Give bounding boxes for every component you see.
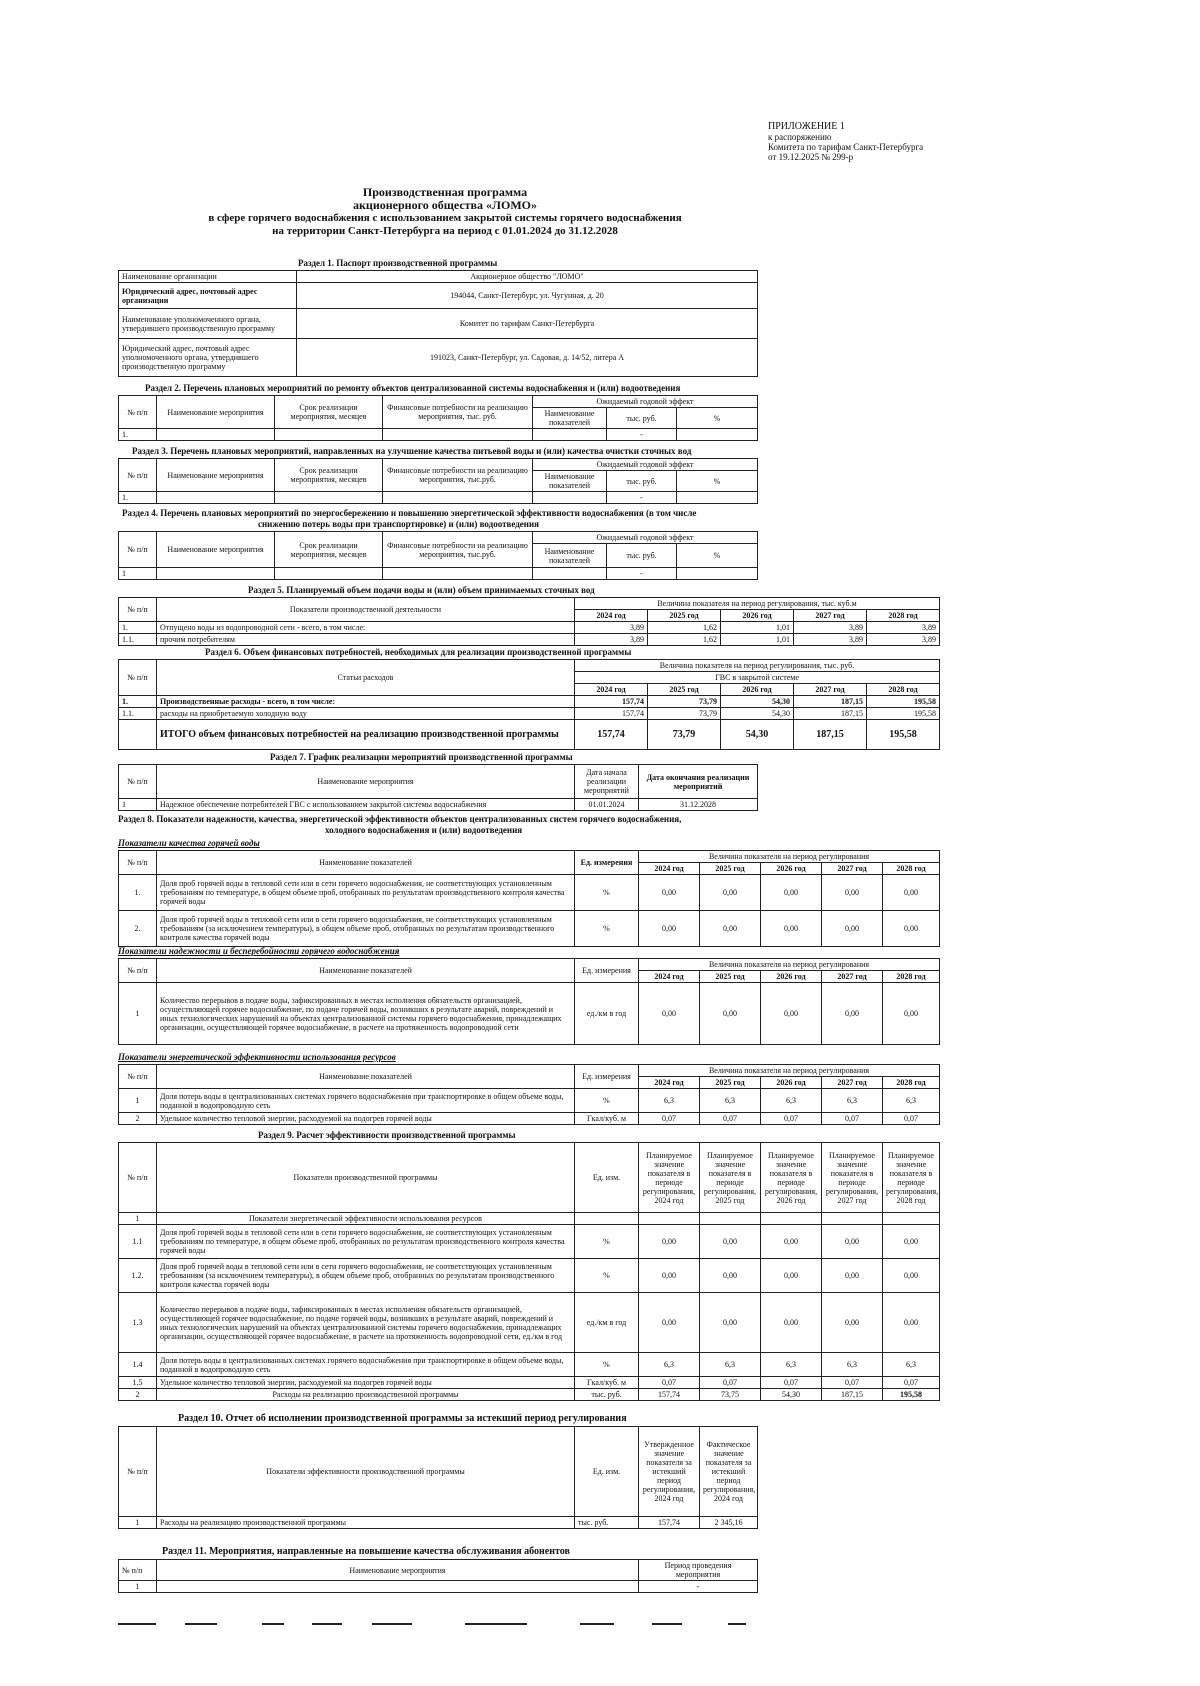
- cell-value: -: [607, 568, 677, 580]
- row-label: Доля проб горячей воды в тепловой сети или в сети горячего водоснабжения, не соответствующих установленным требованиям (за исключением температуры), в общем объеме проб, отобранных по результатам производственного контроля качества горячей воды: [157, 911, 575, 947]
- cell-value: 0,00: [700, 911, 761, 947]
- cell-value: 0,00: [822, 1225, 883, 1259]
- col-header: Наименование показателей: [157, 1065, 575, 1089]
- col-header: Фактическое значение показателя за истекший период регулирования, 2024 год: [700, 1427, 758, 1517]
- row-label: Производственные расходы - всего, в том числе:: [157, 696, 575, 708]
- col-header: № п/п: [119, 765, 157, 799]
- cell-value: 187,15: [822, 1389, 883, 1401]
- cell-value: 0,00: [700, 983, 761, 1045]
- cell-value: 0,07: [761, 1377, 822, 1389]
- cell-value: 0,00: [822, 875, 883, 911]
- col-header: Финансовые потребности на реализацию мероприятия, тыс.руб.: [383, 532, 533, 568]
- section-9-title: Раздел 9. Расчет эффективности производственной программы: [258, 1130, 516, 1140]
- total-value: 54,30: [721, 720, 794, 750]
- cell-value: 3,89: [867, 622, 940, 634]
- year-header: 2027 год: [794, 684, 867, 696]
- row-number: 1.: [119, 875, 157, 911]
- col-header: %: [677, 408, 758, 429]
- row-number: 1.2.: [119, 1259, 157, 1293]
- cell-value: -: [639, 1581, 758, 1593]
- col-header: Наименование показателей: [157, 959, 575, 983]
- year-header: 2025 год: [700, 1077, 761, 1089]
- row-number: 1.1.: [119, 634, 157, 646]
- col-header: Ожидаемый годовой эффект: [533, 459, 758, 471]
- col-header: № п/п: [119, 660, 157, 696]
- year-header: 2025 год: [700, 863, 761, 875]
- cell-value: 187,15: [794, 708, 867, 720]
- total-value: 195,58: [867, 720, 940, 750]
- cell-value: 54,30: [761, 1389, 822, 1401]
- row-number: 1.1.: [119, 708, 157, 720]
- cell-unit: %: [575, 1353, 639, 1377]
- cell-value: 0,07: [822, 1113, 883, 1125]
- row-label: Отпущено воды из водопроводной сети - всего, в том числе:: [157, 622, 575, 634]
- row-label: Расходы на реализацию производственной программы: [157, 1517, 575, 1529]
- row-number: 1.5: [119, 1377, 157, 1389]
- passport-value: 194044, Санкт-Петербург, ул. Чугунная, д. 20: [297, 283, 758, 309]
- cell-value: 0,00: [700, 875, 761, 911]
- col-header: Ед. изм.: [575, 1143, 639, 1213]
- section-6-title: Раздел 6. Объем финансовых потребностей, необходимых для реализации производственной программы: [205, 647, 632, 657]
- row-number: 1.3: [119, 1293, 157, 1353]
- row-label: Расходы на реализацию производственной программы: [157, 1389, 575, 1401]
- footer-dash: [465, 1623, 527, 1625]
- section-11-title: Раздел 11. Мероприятия, направленные на повышение качества обслуживания абонентов: [162, 1546, 570, 1557]
- cell-value: 157,74: [639, 1389, 700, 1401]
- row-number: 2: [119, 1113, 157, 1125]
- section-8-title: Раздел 8. Показатели надежности, качества, энергетической эффективности объектов централизованных систем горячего водоснабжения,: [118, 814, 682, 824]
- row-number: 1: [119, 1581, 157, 1593]
- col-header: Финансовые потребности на реализацию мероприятия, тыс.руб.: [383, 459, 533, 492]
- cell-value: 0,00: [761, 1293, 822, 1353]
- col-header: № п/п: [119, 1065, 157, 1089]
- cell-unit: тыс. руб.: [575, 1389, 639, 1401]
- col-header: Утвержденное значение показателя за истекший период регулирования, 2024 год: [639, 1427, 700, 1517]
- cell-value: 157,74: [639, 1517, 700, 1529]
- col-header: тыс. руб.: [607, 471, 677, 492]
- col-header: Наименование показателей: [533, 471, 607, 492]
- col-header: Ед. измерения: [575, 1065, 639, 1089]
- cell-value: 6,3: [700, 1089, 761, 1113]
- cell-value: 0,07: [639, 1377, 700, 1389]
- section-5-title: Раздел 5. Планируемый объем подачи воды и (или) объем принимаемых сточных вод: [248, 585, 595, 595]
- energy-indicators-table: [118, 1064, 940, 1125]
- passport-label: Наименование организации: [119, 271, 297, 283]
- col-header: Показатели производственной программы: [157, 1143, 575, 1213]
- col-header: Ед. измерения: [575, 959, 639, 983]
- total-label: ИТОГО объем финансовых потребностей на реализацию производственной программы: [157, 720, 575, 750]
- cell-unit: %: [575, 911, 639, 947]
- col-header: Планируемое значение показателя в периоде регулирования, 2028 год: [883, 1143, 940, 1213]
- cell-value: 157,74: [575, 708, 648, 720]
- cell-value: 187,15: [794, 696, 867, 708]
- cell-unit: %: [575, 1225, 639, 1259]
- appendix-line: к распоряжению: [768, 132, 832, 142]
- cell-value: 6,3: [883, 1353, 940, 1377]
- cell-value: 0,00: [883, 1293, 940, 1353]
- year-header: 2028 год: [883, 863, 940, 875]
- section-8-title-cont: холодного водоснабжения и (или) водоотведения: [325, 825, 523, 835]
- col-header: Наименование показателей: [157, 851, 575, 875]
- cell-value: 73,75: [700, 1389, 761, 1401]
- passport-label: Юридический адрес, почтовый адрес организации: [119, 283, 297, 309]
- cell-value: 01.01.2024: [575, 799, 639, 811]
- col-header: Срок реализации мероприятия, месяцев: [275, 396, 383, 429]
- appendix-line: от 19.12.2025 № 299-р: [768, 152, 854, 162]
- row-number: 1: [119, 1089, 157, 1113]
- year-header: 2027 год: [822, 971, 883, 983]
- year-header: 2026 год: [721, 684, 794, 696]
- row-label: Удельное количество тепловой энергии, расходуемой на подогрев горячей воды: [157, 1377, 575, 1389]
- quality-plan-table: [118, 458, 758, 504]
- col-header: Наименование мероприятия: [157, 459, 275, 492]
- cell-value: 195,58: [867, 708, 940, 720]
- section-3-title: Раздел 3. Перечень плановых мероприятий, направленных на улучшение качества питьевой воды и (или) качества очистки сточных вод: [132, 446, 692, 456]
- cell-value: 0,07: [700, 1377, 761, 1389]
- year-header: 2024 год: [575, 610, 648, 622]
- cell-value: 0,00: [700, 1225, 761, 1259]
- section-10-title: Раздел 10. Отчет об исполнении производственной программы за истекший период регулирования: [178, 1413, 627, 1424]
- cell-value: 0,00: [639, 1225, 700, 1259]
- cell-value: 0,00: [761, 875, 822, 911]
- cell-unit: Гкал/куб. м: [575, 1377, 639, 1389]
- row-number: 1: [119, 799, 157, 811]
- total-value: 157,74: [575, 720, 648, 750]
- report-table: [118, 1426, 758, 1529]
- section-4-title-cont: снижению потерь воды при транспортировке) и (или) водоотведения: [258, 519, 540, 529]
- cell-value: 0,00: [822, 1293, 883, 1353]
- row-label: расходы на приобретаемую холодную воду: [157, 708, 575, 720]
- title-line: Производственная программа: [362, 185, 528, 199]
- passport-label: Наименование уполномоченного органа, утвердившего производственную программу: [119, 309, 297, 339]
- appendix-header: [768, 122, 923, 162]
- cell-value: 2 345,16: [700, 1517, 758, 1529]
- row-label: Доля проб горячей воды в тепловой сети или в сети горячего водоснабжения, не соответствующих установленным требованиям по температуре, в общем объеме проб, отобранных по результатам производственного контроля качества горячей воды: [157, 875, 575, 911]
- financial-needs-table: [118, 659, 940, 750]
- footer-dash: [372, 1623, 412, 1625]
- col-header: %: [677, 544, 758, 568]
- col-header: № п/п: [119, 459, 157, 492]
- cell-value: 0,07: [761, 1113, 822, 1125]
- cell-unit: тыс. руб.: [575, 1517, 639, 1529]
- water-volume-table: [118, 597, 940, 646]
- group-label: Показатели энергетической эффективности использования ресурсов: [157, 1213, 575, 1225]
- cell-value: 3,89: [794, 634, 867, 646]
- cell-value: 1,01: [721, 634, 794, 646]
- cell-value: 157,74: [575, 696, 648, 708]
- year-header: 2026 год: [721, 610, 794, 622]
- col-header: Величина показателя на период регулирования, тыс. куб.м: [575, 598, 940, 610]
- cell-value: 0,00: [700, 1293, 761, 1353]
- col-header: № п/п: [119, 1560, 157, 1581]
- col-header: № п/п: [119, 598, 157, 622]
- cell-value: 6,3: [639, 1353, 700, 1377]
- row-label: Доля потерь воды в централизованных системах горячего водоснабжения при транспортировке в общем объеме воды, поданной в водопроводную сеть: [157, 1353, 575, 1377]
- col-header: Наименование мероприятия: [157, 532, 275, 568]
- cell-value: 54,30: [721, 708, 794, 720]
- cell-unit: Гкал/куб. м: [575, 1113, 639, 1125]
- col-header: Величина показателя на период регулирования: [639, 851, 940, 863]
- cell-value: 0,07: [822, 1377, 883, 1389]
- row-number: 1.1: [119, 1225, 157, 1259]
- footer-dash: [652, 1623, 682, 1625]
- cell-value: 0,00: [883, 1259, 940, 1293]
- row-number: 2.: [119, 911, 157, 947]
- cell-unit: %: [575, 875, 639, 911]
- appendix-line: Комитета по тарифам Санкт-Петербурга: [768, 142, 924, 152]
- schedule-table: [118, 764, 758, 811]
- document-title: [150, 186, 740, 238]
- cell-value: 0,00: [639, 911, 700, 947]
- row-number: 1.: [119, 429, 157, 441]
- section-2-title: Раздел 2. Перечень плановых мероприятий по ремонту объектов централизованной системы водоснабжения и (или) водоотведения: [145, 383, 681, 393]
- cell-value: 0,00: [761, 1259, 822, 1293]
- col-header: № п/п: [119, 851, 157, 875]
- cell-value: 6,3: [822, 1089, 883, 1113]
- row-number: 1: [119, 568, 157, 580]
- cell-value: 0,00: [883, 911, 940, 947]
- col-header: Показатели эффективности производственной программы: [157, 1427, 575, 1517]
- col-header: № п/п: [119, 959, 157, 983]
- footer-dash: [728, 1623, 746, 1625]
- title-line: в сфере горячего водоснабжения с использованием закрытой системы горячего водоснабжения: [208, 212, 682, 224]
- col-header: Финансовые потребности на реализацию мероприятия, тыс. руб.: [383, 396, 533, 429]
- row-label: Доля проб горячей воды в тепловой сети или в сети горячего водоснабжения, не соответствующих установленным требованиям (за исключением температуры), в общем объеме проб, отобранных по результатам производственного контроля качества горячей воды: [157, 1259, 575, 1293]
- row-label: Доля потерь воды в централизованных системах горячего водоснабжения при транспортировке в общем объеме воды, поданной в водопроводную сеть: [157, 1089, 575, 1113]
- total-value: 187,15: [794, 720, 867, 750]
- year-header: 2025 год: [700, 971, 761, 983]
- cell-unit: %: [575, 1089, 639, 1113]
- repair-plan-table: [118, 395, 758, 441]
- cell-value: 73,79: [648, 708, 721, 720]
- energy-plan-table: [118, 531, 758, 580]
- cell-value: 6,3: [761, 1353, 822, 1377]
- subsection-reliability: Показатели надежности и бесперебойности горячего водоснабжения: [118, 946, 400, 956]
- title-line: акционерного общества «ЛОМО»: [353, 198, 537, 212]
- cell-value: 195,58: [883, 1389, 940, 1401]
- cell-value: 6,3: [822, 1353, 883, 1377]
- col-header: тыс. руб.: [607, 408, 677, 429]
- year-header: 2028 год: [867, 610, 940, 622]
- year-header: 2028 год: [883, 1077, 940, 1089]
- col-header: Ожидаемый годовой эффект: [533, 532, 758, 544]
- col-header: № п/п: [119, 532, 157, 568]
- row-number: 2: [119, 1389, 157, 1401]
- section-4-title: Раздел 4. Перечень плановых мероприятий по энергосбережению и повышению энергетической эффективности водоснабжения (в том числе: [122, 508, 697, 518]
- reliability-indicators-table: [118, 958, 940, 1045]
- cell-value: 73,79: [648, 696, 721, 708]
- cell-value: 0,00: [883, 983, 940, 1045]
- cell-value: 0,07: [700, 1113, 761, 1125]
- year-header: 2026 год: [761, 1077, 822, 1089]
- efficiency-table: [118, 1142, 940, 1401]
- year-header: 2026 год: [761, 971, 822, 983]
- col-header: Планируемое значение показателя в периоде регулирования, 2025 год: [700, 1143, 761, 1213]
- year-header: 2024 год: [639, 971, 700, 983]
- passport-value: 191023, Санкт-Петербург, ул. Садовая, д. 14/52, литера А: [297, 339, 758, 377]
- footer-dash: [580, 1623, 614, 1625]
- col-header: Ожидаемый годовой эффект: [533, 396, 758, 408]
- cell-unit: %: [575, 1259, 639, 1293]
- quality-indicators-table: [118, 850, 940, 947]
- year-header: 2025 год: [648, 684, 721, 696]
- subsection-energy: Показатели энергетической эффективности использования ресурсов: [118, 1052, 396, 1062]
- cell-value: -: [607, 492, 677, 504]
- cell-value: 0,00: [761, 983, 822, 1045]
- col-header: Планируемое значение показателя в периоде регулирования, 2027 год: [822, 1143, 883, 1213]
- cell-value: 0,00: [883, 875, 940, 911]
- cell-value: -: [607, 429, 677, 441]
- cell-value: 6,3: [761, 1089, 822, 1113]
- col-header: Срок реализации мероприятия, месяцев: [275, 459, 383, 492]
- row-number: 1.: [119, 696, 157, 708]
- cell-value: 1,62: [648, 622, 721, 634]
- col-header: ГВС в закрытой системе: [575, 672, 940, 684]
- col-header: Наименование мероприятия: [157, 765, 575, 799]
- col-header: Планируемое значение показателя в периоде регулирования, 2024 год: [639, 1143, 700, 1213]
- cell-unit: ед./км в год: [575, 1293, 639, 1353]
- col-header: Наименование мероприятия: [157, 396, 275, 429]
- col-header: %: [677, 471, 758, 492]
- col-header: Ед. изм.: [575, 1427, 639, 1517]
- col-header: № п/п: [119, 1143, 157, 1213]
- cell-value: 0,00: [639, 1259, 700, 1293]
- col-header: Наименование показателей: [533, 544, 607, 568]
- year-header: 2028 год: [867, 684, 940, 696]
- cell-value: 0,00: [761, 1225, 822, 1259]
- section-1-title: Раздел 1. Паспорт производственной программы: [298, 258, 498, 268]
- total-value: 73,79: [648, 720, 721, 750]
- cell-value: 0,00: [700, 1259, 761, 1293]
- year-header: 2024 год: [639, 863, 700, 875]
- row-number: 1.4: [119, 1353, 157, 1377]
- row-label: прочим потребителям: [157, 634, 575, 646]
- row-number: 1.: [119, 622, 157, 634]
- cell-value: 195,58: [867, 696, 940, 708]
- row-label: Количество перерывов в подаче воды, зафиксированных в местах исполнения обязательств организацией, осуществляющей горячее водоснабжение, по подаче горячей воды, возникших в результате аварий, повреждений и иных технологических нарушений на объектах централизованной системы горячего водоснабжения, принадлежащих организации, осуществляющей горячее водоснабжение, в расчете на протяженность водопроводной сети, ед./км в год: [157, 1293, 575, 1353]
- cell-value: 3,89: [867, 634, 940, 646]
- col-header: Наименование показателей: [533, 408, 607, 429]
- row-label: Доля проб горячей воды в тепловой сети или в сети горячего водоснабжения, не соответствующих установленным требованиям по температуре, в общем объеме проб, отобранных по результатам производственного контроля качества горячей воды: [157, 1225, 575, 1259]
- col-header: Планируемое значение показателя в периоде регулирования, 2026 год: [761, 1143, 822, 1213]
- passport-value: Комитет по тарифам Санкт-Петербурга: [297, 309, 758, 339]
- cell-value: 0,00: [639, 1293, 700, 1353]
- col-header: № п/п: [119, 1427, 157, 1517]
- col-header: Величина показателя на период регулирования, тыс. руб.: [575, 660, 940, 672]
- col-header: Дата окончания реализации мероприятий: [639, 765, 758, 799]
- cell-value: 6,3: [639, 1089, 700, 1113]
- footer-dash: [185, 1623, 217, 1625]
- cell-value: 1,62: [648, 634, 721, 646]
- passport-value: Акционерное общество "ЛОМО": [297, 271, 758, 283]
- year-header: 2027 год: [822, 863, 883, 875]
- cell-value: 0,00: [639, 875, 700, 911]
- col-header: Ед. измерения: [575, 851, 639, 875]
- appendix-label: ПРИЛОЖЕНИЕ 1: [768, 121, 845, 132]
- year-header: 2026 год: [761, 863, 822, 875]
- year-header: 2027 год: [822, 1077, 883, 1089]
- col-header: Величина показателя на период регулирования: [639, 959, 940, 971]
- cell-unit: ед./км в год: [575, 983, 639, 1045]
- col-header: Период проведения мероприятия: [639, 1560, 758, 1581]
- cell-value: 0,00: [639, 983, 700, 1045]
- row-number: 1.: [119, 492, 157, 504]
- cell-value: 0,00: [822, 1259, 883, 1293]
- year-header: 2024 год: [639, 1077, 700, 1089]
- cell-value: 0,00: [822, 983, 883, 1045]
- col-header: Дата начала реализации мероприятий: [575, 765, 639, 799]
- cell-value: 3,89: [575, 622, 648, 634]
- footer-dash: [262, 1623, 284, 1625]
- year-header: 2025 год: [648, 610, 721, 622]
- year-header: 2027 год: [794, 610, 867, 622]
- year-header: 2024 год: [575, 684, 648, 696]
- cell-value: 0,07: [883, 1113, 940, 1125]
- col-header: Наименование мероприятия: [157, 1560, 639, 1581]
- row-label: Надежное обеспечение потребителей ГВС с использованием закрытой системы водоснабжения: [157, 799, 575, 811]
- row-number: 1: [119, 1213, 157, 1225]
- cell-value: 1,01: [721, 622, 794, 634]
- cell-value: 0,07: [639, 1113, 700, 1125]
- cell-value: 6,3: [883, 1089, 940, 1113]
- subsection-quality: Показатели качества горячей воды: [118, 838, 260, 848]
- cell-value: 3,89: [575, 634, 648, 646]
- section-7-title: Раздел 7. График реализации мероприятий производственной программы: [270, 752, 573, 762]
- passport-table: [118, 270, 758, 377]
- col-header: Величина показателя на период регулирования: [639, 1065, 940, 1077]
- cell-value: 0,00: [761, 911, 822, 947]
- footer-dash: [312, 1623, 342, 1625]
- passport-label: Юридический адрес, почтовый адрес уполномоченного органа, утвердившего производственную программу: [119, 339, 297, 377]
- year-header: 2028 год: [883, 971, 940, 983]
- col-header: тыс. руб.: [607, 544, 677, 568]
- row-label: Удельное количество тепловой энергии, расходуемой на подогрев горячей воды: [157, 1113, 575, 1125]
- row-number: 1: [119, 1517, 157, 1529]
- row-label: Количество перерывов в подаче воды, зафиксированных в местах исполнения обязательств организацией, осуществляющей горячее водоснабжение, по подаче горячей воды, возникших в результате аварий, повреждений и иных технологических нарушений на объектах централизованной системы горячего водоснабжения, принадлежащих организации, осуществляющей горячее водоснабжение, в расчете на протяженность водопроводной сети: [157, 983, 575, 1045]
- cell-value: 0,00: [822, 911, 883, 947]
- cell-value: 54,30: [721, 696, 794, 708]
- cell-value: 6,3: [700, 1353, 761, 1377]
- col-header: Показатели производственной деятельности: [157, 598, 575, 622]
- cell-value: 3,89: [794, 622, 867, 634]
- cell-value: 0,07: [883, 1377, 940, 1389]
- col-header: Статьи расходов: [157, 660, 575, 696]
- cell-value: 31.12.2028: [639, 799, 758, 811]
- col-header: Срок реализации мероприятия, месяцев: [275, 532, 383, 568]
- row-number: 1: [119, 983, 157, 1045]
- col-header: № п/п: [119, 396, 157, 429]
- title-line: на территории Санкт-Петербурга на период с 01.01.2024 до 31.12.2028: [272, 225, 618, 237]
- service-quality-table: [118, 1559, 758, 1593]
- cell-value: 0,00: [883, 1225, 940, 1259]
- footer-dash: [118, 1623, 156, 1625]
